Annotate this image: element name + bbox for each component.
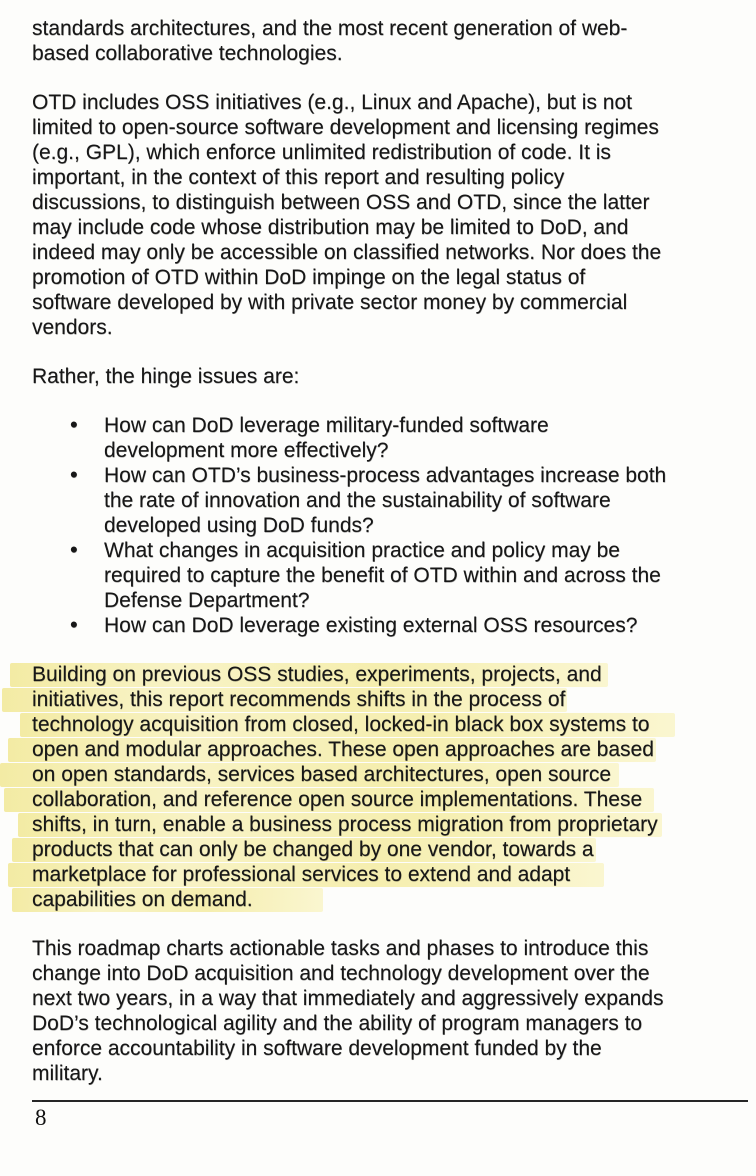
text-line: What changes in acquisition practice and policy may be	[104, 539, 620, 562]
bullet-icon: •	[70, 612, 78, 637]
highlighted-text-line: products that can only be changed by one vendor, towards a	[32, 837, 732, 862]
paragraph-roadmap	[32, 936, 732, 1086]
text-line: indeed may only be accessible on classified networks. Nor does the	[32, 241, 662, 264]
bullet-icon: •	[70, 412, 78, 437]
text-line: enforce accountability in software development funded by the	[32, 1037, 602, 1060]
text-line: How can OTD’s business-process advantages increase both	[104, 464, 667, 487]
text-line: promotion of OTD within DoD impinge on the legal status of	[32, 266, 586, 289]
highlighted-text-line: technology acquisition from closed, locked-in black box systems to	[32, 712, 732, 737]
bullet-icon: •	[70, 537, 78, 562]
highlighted-text-line: Building on previous OSS studies, experiments, projects, and	[32, 662, 732, 687]
footer-rule	[32, 1100, 748, 1102]
highlighted-text-line: open and modular approaches. These open approaches are based	[32, 737, 732, 762]
text-line: software developed by with private sector money by commercial	[32, 291, 628, 314]
bullet-item	[32, 613, 732, 638]
page-footer	[32, 1100, 750, 1131]
bullet-item	[32, 538, 732, 613]
text-line: (e.g., GPL), which enforce unlimited redistribution of code. It is	[32, 141, 611, 164]
text-line: may include code whose distribution may be limited to DoD, and	[32, 216, 629, 239]
text-line: OTD includes OSS initiatives (e.g., Linux and Apache), but is not	[32, 91, 632, 114]
text-line: vendors.	[32, 316, 113, 339]
text-line: This roadmap charts actionable tasks and phases to introduce this	[32, 937, 649, 960]
paragraph-intro	[32, 16, 732, 66]
text-line: standards architectures, and the most recent generation of web-	[32, 17, 628, 40]
highlighted-text-line: capabilities on demand.	[32, 887, 732, 912]
paragraph-hinge-issues	[32, 364, 732, 389]
paragraph-otd	[32, 90, 732, 340]
bullet-item	[32, 413, 732, 463]
text-line: discussions, to distinguish between OSS and OTD, since the latter	[32, 191, 650, 214]
text-line: development more effectively?	[104, 439, 389, 462]
text-line: important, in the context of this report and resulting policy	[32, 166, 565, 189]
text-line: Rather, the hinge issues are:	[32, 365, 300, 388]
bullet-icon: •	[70, 462, 78, 487]
text-line: next two years, in a way that immediately and aggressively expands	[32, 987, 664, 1010]
highlighted-text-line: on open standards, services based architectures, open source	[32, 762, 732, 787]
page-number: 8	[35, 1105, 47, 1130]
text-line: limited to open-source software development and licensing regimes	[32, 116, 659, 139]
text-line: DoD’s technological agility and the ability of program managers to	[32, 1012, 643, 1035]
bullet-list	[32, 413, 732, 638]
text-line: developed using DoD funds?	[104, 514, 374, 537]
text-line: How can DoD leverage military-funded software	[104, 414, 549, 437]
text-line: based collaborative technologies.	[32, 42, 343, 65]
text-line: required to capture the benefit of OTD within and across the	[104, 564, 661, 587]
paragraph-highlighted	[32, 662, 732, 912]
highlighted-text-line: marketplace for professional services to extend and adapt	[32, 862, 732, 887]
text-line: military.	[32, 1062, 103, 1085]
highlighted-text-line: collaboration, and reference open source implementations. These	[32, 787, 732, 812]
bullet-item	[32, 463, 732, 538]
highlighted-text-line: initiatives, this report recommends shifts in the process of	[32, 687, 732, 712]
text-line: change into DoD acquisition and technology development over the	[32, 962, 650, 985]
highlighted-text-line: shifts, in turn, enable a business process migration from proprietary	[32, 812, 732, 837]
text-line: How can DoD leverage existing external OSS resources?	[104, 614, 638, 637]
text-line: Defense Department?	[104, 589, 310, 612]
text-line: the rate of innovation and the sustainability of software	[104, 489, 611, 512]
